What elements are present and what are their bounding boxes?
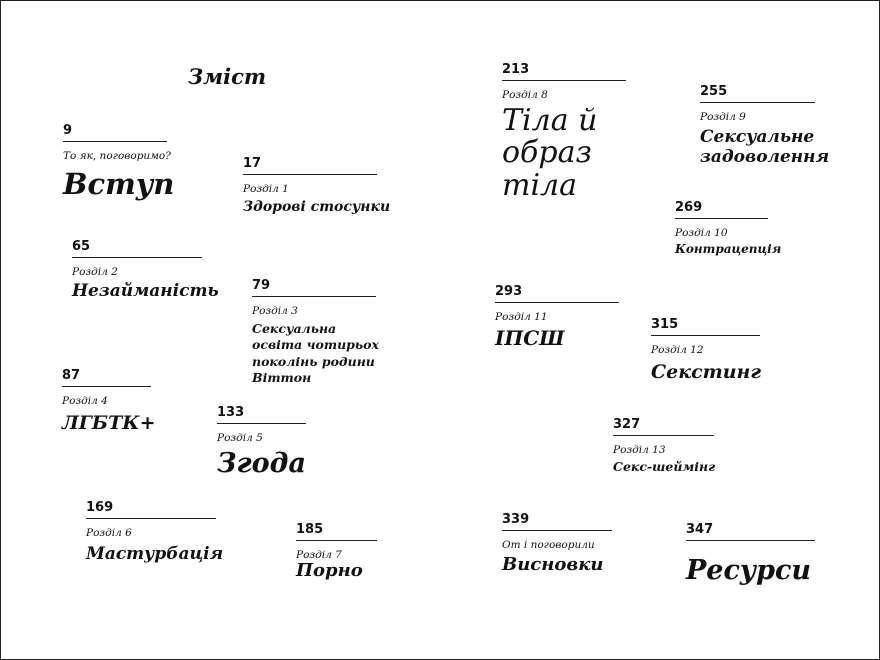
chapter-title: Контрацепція xyxy=(675,242,782,256)
chapter-title: Висновки xyxy=(502,554,604,575)
chapter-title: Незайманість xyxy=(72,281,219,301)
chapter-title: Тіла й образ тіла xyxy=(502,103,598,203)
chapter-title: ЛГБТК+ xyxy=(62,412,156,434)
chapter-title: Вступ xyxy=(63,167,175,201)
toc-entry-10[interactable] xyxy=(675,200,781,257)
page-number: 327 xyxy=(613,417,641,432)
chapter-label: От і поговорили xyxy=(502,539,595,551)
chapter-title: Секс-шеймінг xyxy=(613,459,716,474)
toc-entry-8[interactable] xyxy=(502,62,634,202)
page-number: 339 xyxy=(502,512,530,527)
chapter-title: Здорові стосунки xyxy=(243,199,391,215)
divider xyxy=(502,80,626,81)
chapter-label: Розділ 1 xyxy=(243,183,289,195)
toc-entry-2[interactable] xyxy=(72,239,219,302)
toc-entry-7[interactable] xyxy=(296,522,377,582)
toc-entry-9[interactable] xyxy=(700,84,840,168)
divider xyxy=(86,518,216,519)
chapter-label: Розділ 11 xyxy=(495,311,548,323)
divider xyxy=(62,386,151,387)
page-number: 315 xyxy=(651,317,679,332)
chapter-title: Згода xyxy=(217,448,306,479)
page-number: 293 xyxy=(495,284,523,299)
page-number: 213 xyxy=(502,62,530,77)
chapter-title: Сексуальне задоволення xyxy=(700,127,830,168)
toc-title: Зміст xyxy=(188,64,267,89)
divider xyxy=(495,302,619,303)
chapter-title: Ресурси xyxy=(686,555,812,586)
divider xyxy=(686,540,815,541)
chapter-label: Розділ 6 xyxy=(86,527,132,539)
toc-entry-5[interactable] xyxy=(217,405,306,479)
divider xyxy=(72,257,202,258)
chapter-label: Розділ 13 xyxy=(613,444,666,456)
chapter-label: Розділ 5 xyxy=(217,432,263,444)
chapter-label: Розділ 3 xyxy=(252,305,298,317)
toc-entry-4[interactable] xyxy=(62,368,156,435)
toc-entry-12[interactable] xyxy=(651,317,761,384)
page-number: 185 xyxy=(296,522,324,537)
chapter-label: То як, поговоримо? xyxy=(63,150,171,162)
chapter-title: ІПСШ xyxy=(495,326,565,350)
chapter-label: Розділ 12 xyxy=(651,344,704,356)
divider xyxy=(613,435,714,436)
divider xyxy=(296,540,377,541)
divider xyxy=(502,530,612,531)
chapter-title: Секстинг xyxy=(651,361,762,383)
chapter-label: Розділ 4 xyxy=(62,395,108,407)
toc-entry-6[interactable] xyxy=(86,500,223,565)
page-number: 87 xyxy=(62,368,81,383)
chapter-label: Розділ 9 xyxy=(700,111,746,123)
chapter-label: Розділ 10 xyxy=(675,227,728,239)
divider xyxy=(217,423,306,424)
chapter-title: Сексуальна освіта чотирьох поколінь родини Віттон xyxy=(252,321,379,385)
page-number: 269 xyxy=(675,200,703,215)
toc-entry-resources[interactable] xyxy=(686,522,815,586)
toc-entry-1[interactable] xyxy=(243,156,390,215)
chapter-title: Порно xyxy=(296,560,363,581)
chapter-label: Розділ 7 xyxy=(296,549,342,561)
page-number: 79 xyxy=(252,278,271,293)
page-number: 133 xyxy=(217,405,245,420)
chapter-label: Розділ 2 xyxy=(72,266,118,278)
page-number: 65 xyxy=(72,239,91,254)
divider xyxy=(675,218,768,219)
toc-entry-11[interactable] xyxy=(495,284,619,350)
toc-entry-3[interactable] xyxy=(252,278,380,386)
divider xyxy=(252,296,376,297)
divider xyxy=(700,102,815,103)
toc-entry-intro[interactable] xyxy=(63,123,174,201)
divider xyxy=(651,335,760,336)
divider xyxy=(243,174,377,175)
toc-entry-13[interactable] xyxy=(613,417,715,474)
page-number: 255 xyxy=(700,84,728,99)
page-number: 169 xyxy=(86,500,114,515)
page-number: 9 xyxy=(63,123,73,138)
toc-entry-conclusions[interactable] xyxy=(502,512,612,576)
page-number: 17 xyxy=(243,156,262,171)
divider xyxy=(63,141,167,142)
chapter-title: Мастурбація xyxy=(86,544,224,564)
page-number: 347 xyxy=(686,522,714,537)
chapter-label: Розділ 8 xyxy=(502,89,548,101)
